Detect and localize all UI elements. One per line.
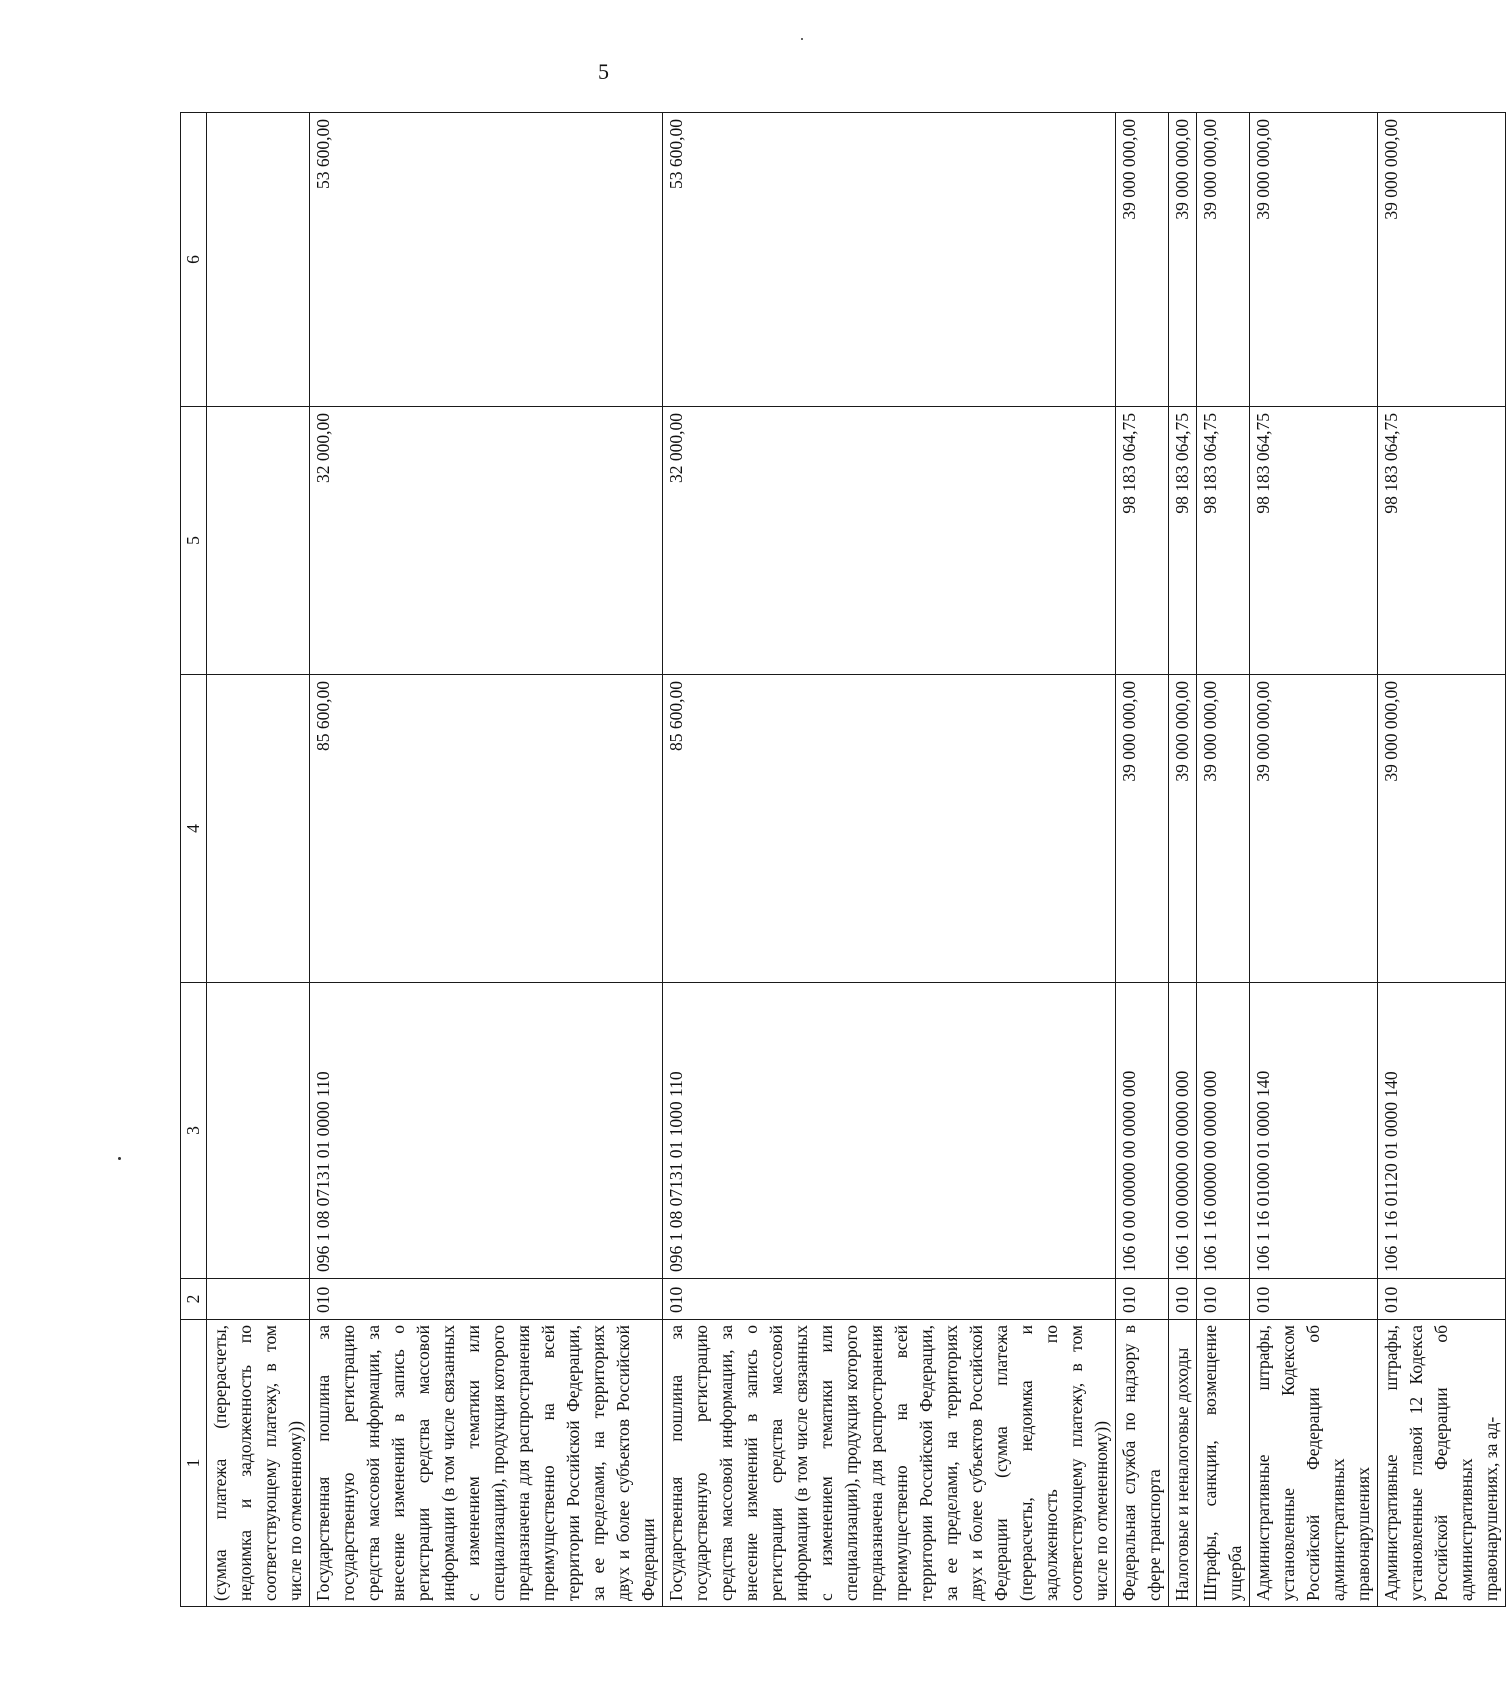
rotated-table-container xyxy=(180,113,1501,1607)
table-row xyxy=(1197,113,1250,1607)
budget-classification-code: 106 0 00 00000 00 0000 000 xyxy=(1116,983,1169,1279)
value-col-6: 39 000 000,00 xyxy=(1197,113,1250,407)
value-col-4: 39 000 000,00 xyxy=(1378,675,1506,983)
row-name: Федеральная служба по надзору в сфере транспорта xyxy=(1116,1320,1169,1607)
value-col-5: 32 000,00 xyxy=(310,407,663,675)
value-col-6 xyxy=(207,113,310,407)
value-col-4: 39 000 000,00 xyxy=(1197,675,1250,983)
line-code: 010 xyxy=(1378,1279,1506,1320)
value-col-6: 39 000 000,00 xyxy=(1378,113,1506,407)
line-code: 010 xyxy=(1197,1279,1250,1320)
budget-classification-code: 096 1 08 07131 01 0000 110 xyxy=(310,983,663,1279)
value-col-5: 98 183 064,75 xyxy=(1378,407,1506,675)
row-name: Налоговые и неналоговые доходы xyxy=(1169,1320,1197,1607)
value-col-4: 85 600,00 xyxy=(663,675,1116,983)
scan-speck xyxy=(801,38,803,40)
column-header-3: 3 xyxy=(181,983,207,1279)
value-col-5: 98 183 064,75 xyxy=(1197,407,1250,675)
value-col-4: 39 000 000,00 xyxy=(1169,675,1197,983)
value-col-5 xyxy=(207,407,310,675)
line-code: 010 xyxy=(1250,1279,1378,1320)
line-code: 010 xyxy=(1116,1279,1169,1320)
budget-classification-code: 106 1 16 01000 01 0000 140 xyxy=(1250,983,1378,1279)
value-col-4: 39 000 000,00 xyxy=(1250,675,1378,983)
budget-classification-code xyxy=(207,983,310,1279)
row-name: Административные штрафы, установленные Кодексом Российской Федерации об административных правонарушениях xyxy=(1250,1320,1378,1607)
value-col-6: 39 000 000,00 xyxy=(1116,113,1169,407)
row-name: (сумма платежа (перерасчеты, недоимка и задолженность по соответствующему платежу, в том числе по отмененному)) xyxy=(207,1320,310,1607)
value-col-4: 85 600,00 xyxy=(310,675,663,983)
value-col-6: 53 600,00 xyxy=(663,113,1116,407)
table-row xyxy=(1250,113,1378,1607)
column-header-4: 4 xyxy=(181,675,207,983)
value-col-4: 39 000 000,00 xyxy=(1116,675,1169,983)
table-row xyxy=(310,113,663,1607)
value-col-6: 53 600,00 xyxy=(310,113,663,407)
column-header-6: 6 xyxy=(181,113,207,407)
table-row xyxy=(1378,113,1506,1607)
column-header-2: 2 xyxy=(181,1279,207,1320)
value-col-6: 39 000 000,00 xyxy=(1169,113,1197,407)
page-number: 5 xyxy=(598,59,609,84)
column-number-row xyxy=(181,113,207,1607)
line-code: 010 xyxy=(1169,1279,1197,1320)
row-name: Государственная пошлина за государственную регистрацию средства массовой информации, за внесение изменений в запись о регистрации средства массовой информации (в том числе связанных с изменением тематики или специализации), продукция которого предназначена для распространения преимущественно на всей территории Российской Федерации, за ее пределами, на территориях двух и более субъектов Российской Федерации (сумма платежа (перерасчеты, недоимка и задолженность по соответствующему платежу, в том числе по отмененному)) xyxy=(663,1320,1116,1607)
table-row xyxy=(1116,113,1169,1607)
line-code: 010 xyxy=(663,1279,1116,1320)
budget-classification-code: 106 1 16 00000 00 0000 000 xyxy=(1197,983,1250,1279)
row-name: Государственная пошлина за государственную регистрацию средства массовой информации, за внесение изменений в запись о регистрации средства массовой информации (в том числе связанных с изменением тематики или специализации), продукция которого предназначена для распространения преимущественно на всей территории Российской Федерации, за ее пределами, на территориях двух и более субъектов Российской Федерации xyxy=(310,1320,663,1607)
budget-classification-code: 096 1 08 07131 01 1000 110 xyxy=(663,983,1116,1279)
table-row xyxy=(207,113,310,1607)
line-code xyxy=(207,1279,310,1320)
value-col-5: 98 183 064,75 xyxy=(1250,407,1378,675)
budget-revenue-table xyxy=(180,112,1506,1607)
line-code: 010 xyxy=(310,1279,663,1320)
scan-speck xyxy=(118,1157,121,1160)
value-col-5: 98 183 064,75 xyxy=(1116,407,1169,675)
column-header-1: 1 xyxy=(181,1320,207,1607)
table-row xyxy=(1169,113,1197,1607)
row-name: Административные штрафы, установленные главой 12 Кодекса Российской Федерации об административных правонарушениях, за ад- xyxy=(1378,1320,1506,1607)
value-col-5: 32 000,00 xyxy=(663,407,1116,675)
table-row xyxy=(663,113,1116,1607)
budget-classification-code: 106 1 16 01120 01 0000 140 xyxy=(1378,983,1506,1279)
budget-classification-code: 106 1 00 00000 00 0000 000 xyxy=(1169,983,1197,1279)
value-col-4 xyxy=(207,675,310,983)
value-col-6: 39 000 000,00 xyxy=(1250,113,1378,407)
row-name: Штрафы, санкции, возмещение ущерба xyxy=(1197,1320,1250,1607)
column-header-5: 5 xyxy=(181,407,207,675)
value-col-5: 98 183 064,75 xyxy=(1169,407,1197,675)
